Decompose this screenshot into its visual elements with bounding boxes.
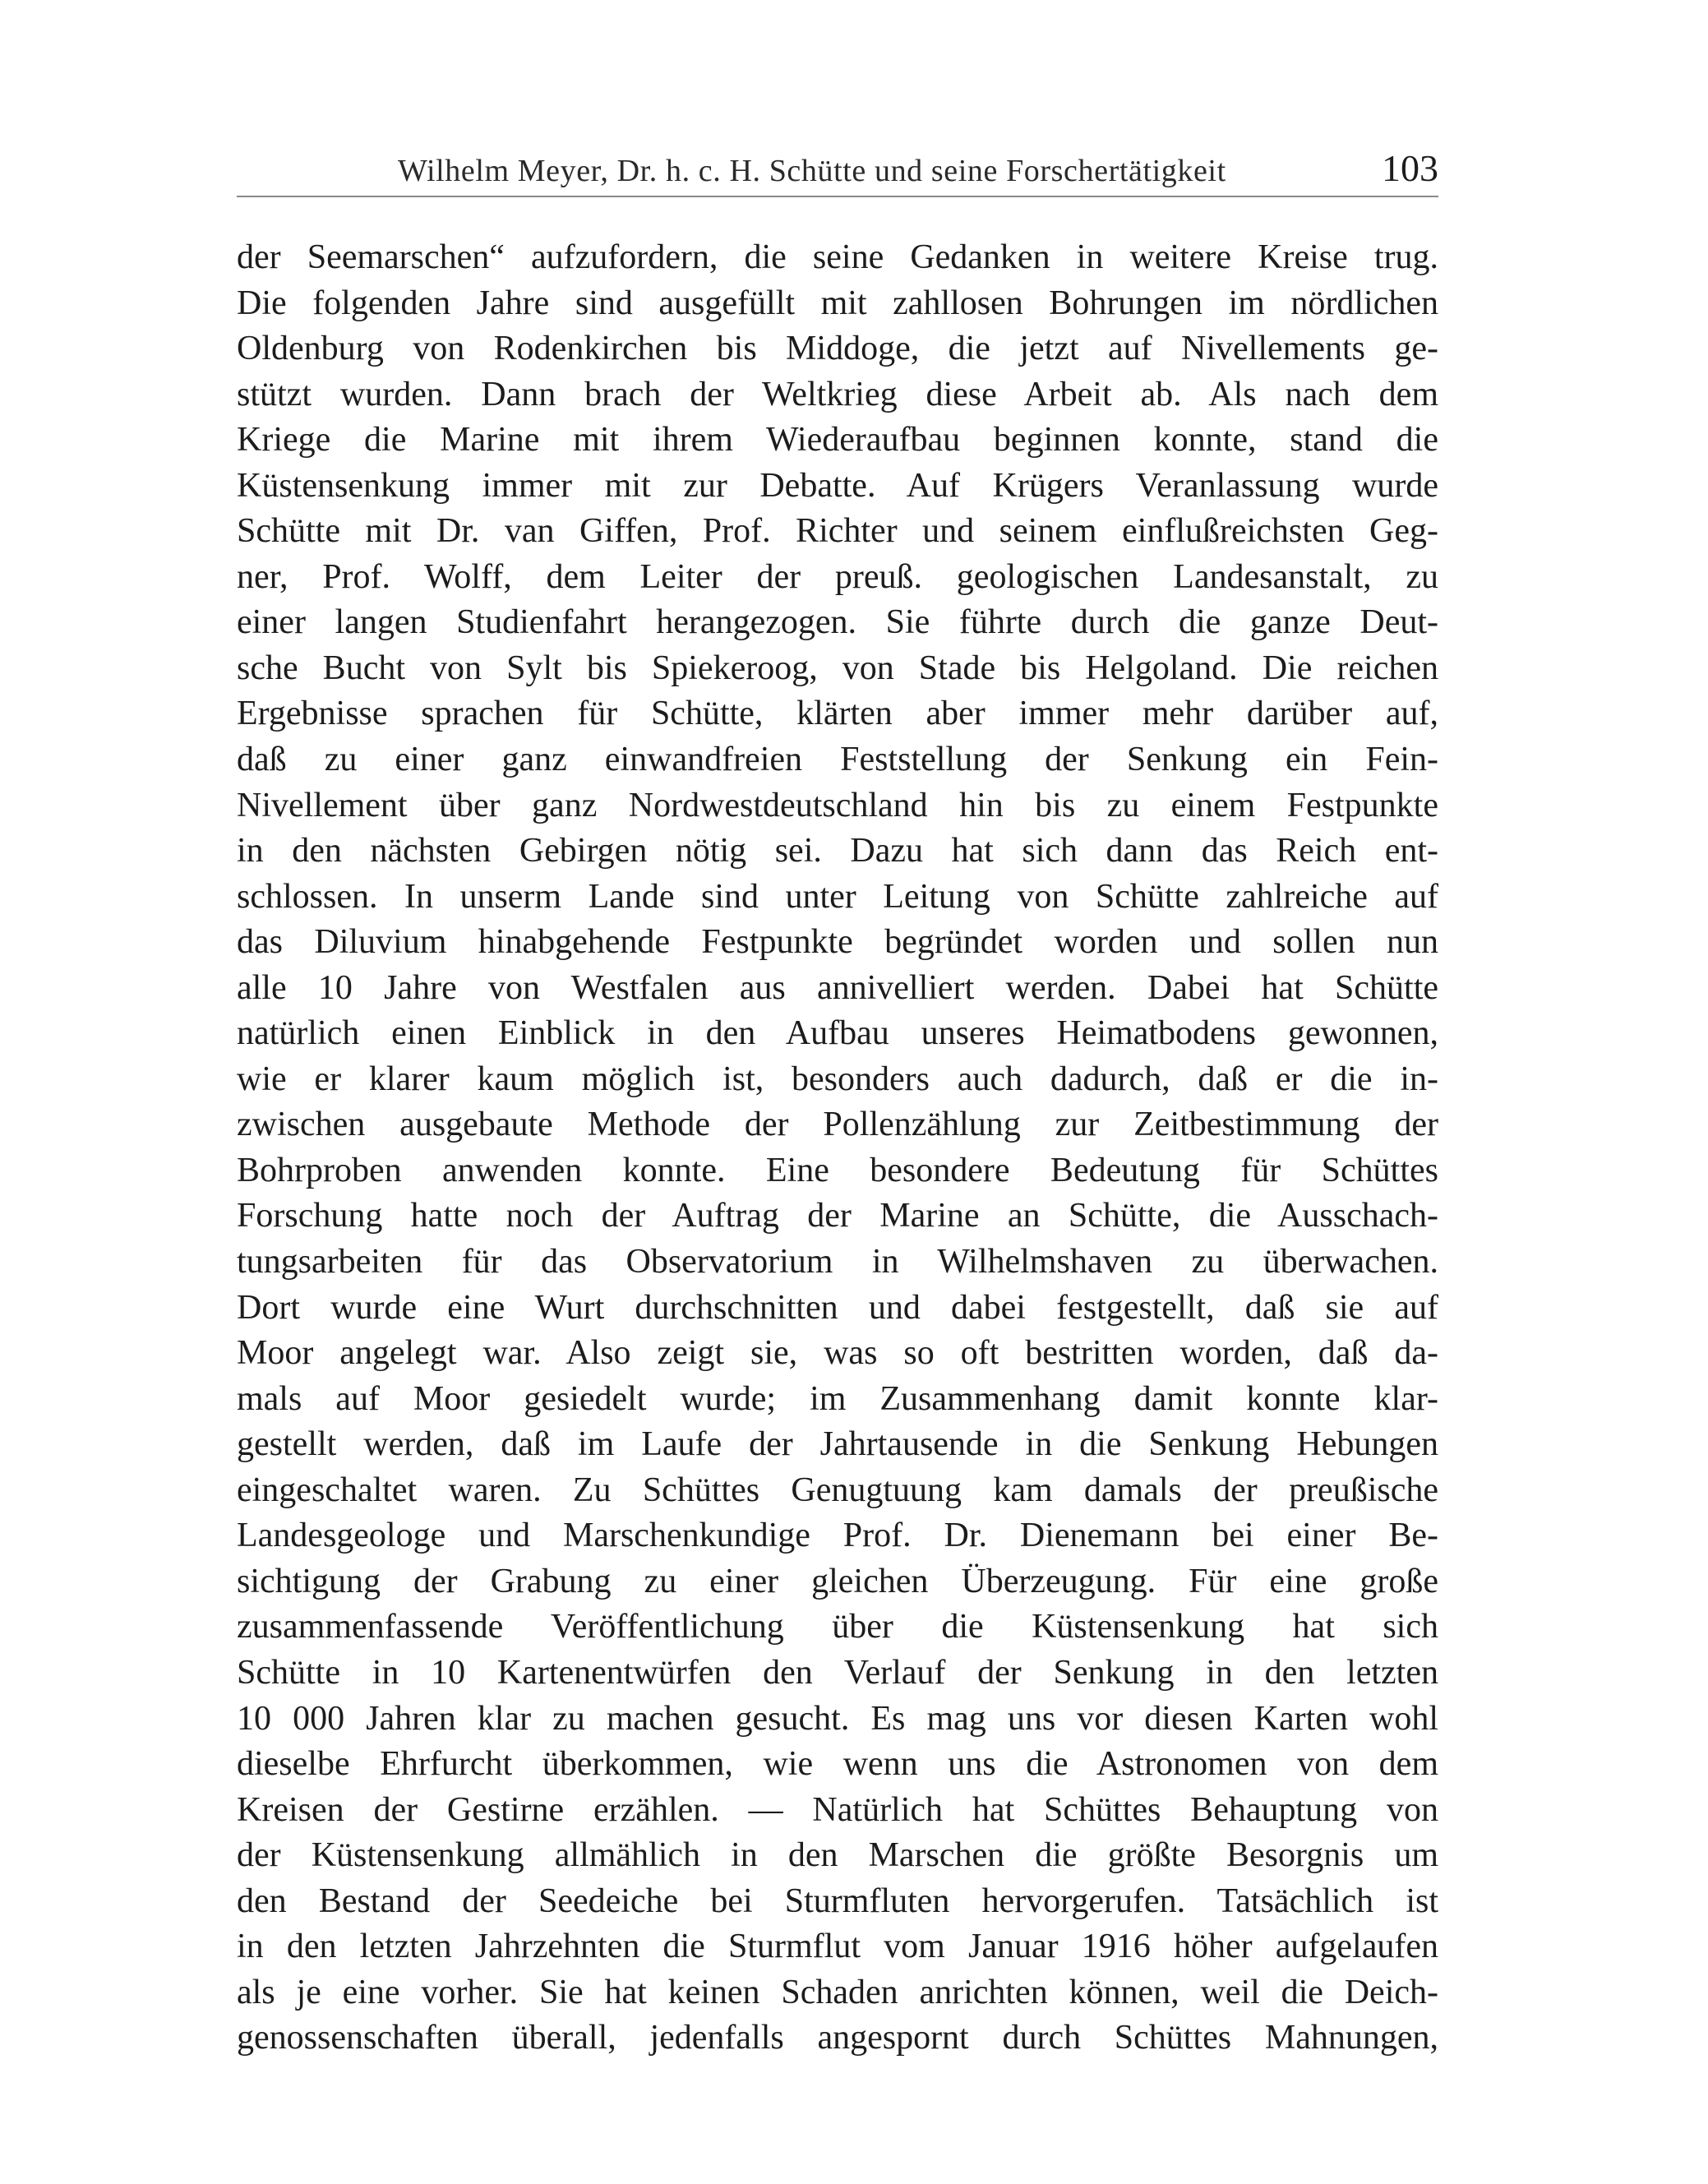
text-line: der Seemarschen“ aufzufordern, die seine Gedanken in weitere Kreise trug. xyxy=(237,238,1438,276)
text-line: tungsarbeiten für das Observatorium in Wilhelmshaven zu überwachen. xyxy=(237,1243,1438,1281)
text-line: sichtigung der Grabung zu einer gleichen Überzeugung. Für eine große xyxy=(237,1562,1438,1600)
text-line: Kreisen der Gestirne erzählen. — Natürlich hat Schüttes Behauptung von xyxy=(237,1790,1438,1829)
text-line: schlossen. In unserm Lande sind unter Leitung von Schütte zahlreiche auf xyxy=(237,877,1438,916)
text-line: zusammenfassende Veröffentlichung über die Küstensenkung hat sich xyxy=(237,1608,1438,1646)
text-line: natürlich einen Einblick in den Aufbau unseres Heimatbodens gewonnen, xyxy=(237,1014,1438,1053)
text-line: Oldenburg von Rodenkirchen bis Middoge, die jetzt auf Nivellements ge- xyxy=(237,330,1438,368)
text-line: als je eine vorher. Sie hat keinen Schaden anrichten können, weil die Deich- xyxy=(237,1973,1438,2011)
running-head xyxy=(237,146,1438,196)
body-text xyxy=(237,235,1438,2062)
text-line: Ergebnisse sprachen für Schütte, klärten aber immer mehr darüber auf, xyxy=(237,695,1438,733)
text-line: Nivellement über ganz Nordwestdeutschland hin bis zu einem Festpunkte xyxy=(237,786,1438,824)
text-line: Moor angelegt war. Also zeigt sie, was so oft bestritten worden, daß da- xyxy=(237,1334,1438,1373)
text-line: wie er klarer kaum möglich ist, besonders auch dadurch, daß er die in- xyxy=(237,1060,1438,1098)
text-line: Dort wurde eine Wurt durchschnitten und dabei festgestellt, daß sie auf xyxy=(237,1288,1438,1327)
text-line: alle 10 Jahre von Westfalen aus annivelliert werden. Dabei hat Schütte xyxy=(237,968,1438,1007)
text-line: stützt wurden. Dann brach der Weltkrieg diese Arbeit ab. Als nach dem xyxy=(237,375,1438,413)
text-line: in den letzten Jahrzehnten die Sturmflut vom Januar 1916 höher aufgelaufen xyxy=(237,1928,1438,1966)
text-line: Kriege die Marine mit ihrem Wiederaufbau beginnen konnte, stand die xyxy=(237,421,1438,459)
text-line: mals auf Moor gesiedelt wurde; im Zusammenhang damit konnte klar- xyxy=(237,1379,1438,1418)
text-line: den Bestand der Seedeiche bei Sturmfluten hervorgerufen. Tatsächlich ist xyxy=(237,1882,1438,1920)
text-line: Die folgenden Jahre sind ausgefüllt mit zahllosen Bohrungen im nördlichen xyxy=(237,284,1438,322)
text-line: Schütte in 10 Kartenentwürfen den Verlauf der Senkung in den letzten xyxy=(237,1653,1438,1692)
text-line: ner, Prof. Wolff, dem Leiter der preuß. geologischen Landesanstalt, zu xyxy=(237,557,1438,596)
text-line: 10 000 Jahren klar zu machen gesucht. Es mag uns vor diesen Karten wohl xyxy=(237,1699,1438,1738)
text-line: zwischen ausgebaute Methode der Pollenzählung zur Zeitbestimmung der xyxy=(237,1106,1438,1144)
text-line: Forschung hatte noch der Auftrag der Marine an Schütte, die Ausschach- xyxy=(237,1197,1438,1235)
running-title: Wilhelm Meyer, Dr. h. c. H. Schütte und seine Forschertätigkeit xyxy=(398,154,1226,188)
text-line: genossenschaften überall, jedenfalls angespornt durch Schüttes Mahnungen, xyxy=(237,2019,1438,2057)
text-line: Schütte mit Dr. van Giffen, Prof. Richter und seinem einflußreichsten Geg- xyxy=(237,512,1438,551)
text-line: gestellt werden, daß im Laufe der Jahrtausende in die Senkung Hebungen xyxy=(237,1425,1438,1464)
text-line: einer langen Studienfahrt herangezogen. Sie führte durch die ganze Deut- xyxy=(237,603,1438,642)
text-line: der Küstensenkung allmählich in den Marschen die größte Besorgnis um xyxy=(237,1836,1438,1875)
text-line: das Diluvium hinabgehende Festpunkte begründet worden und sollen nun xyxy=(237,923,1438,962)
page-number: 103 xyxy=(1382,147,1438,189)
text-line: Küstensenkung immer mit zur Debatte. Auf Krügers Veranlassung wurde xyxy=(237,466,1438,505)
text-line: in den nächsten Gebirgen nötig sei. Dazu hat sich dann das Reich ent- xyxy=(237,832,1438,870)
text-line: daß zu einer ganz einwandfreien Feststellung der Senkung ein Fein- xyxy=(237,741,1438,779)
text-line: Landesgeologe und Marschenkundige Prof. Dr. Dienemann bei einer Be- xyxy=(237,1517,1438,1555)
text-line: sche Bucht von Sylt bis Spiekeroog, von Stade bis Helgoland. Die reichen xyxy=(237,649,1438,687)
text-line: dieselbe Ehrfurcht überkommen, wie wenn uns die Astronomen von dem xyxy=(237,1745,1438,1784)
text-line: eingeschaltet waren. Zu Schüttes Genugtuung kam damals der preußische xyxy=(237,1471,1438,1509)
text-line: Bohrproben anwenden konnte. Eine besondere Bedeutung für Schüttes xyxy=(237,1151,1438,1189)
header-rule xyxy=(237,196,1438,197)
